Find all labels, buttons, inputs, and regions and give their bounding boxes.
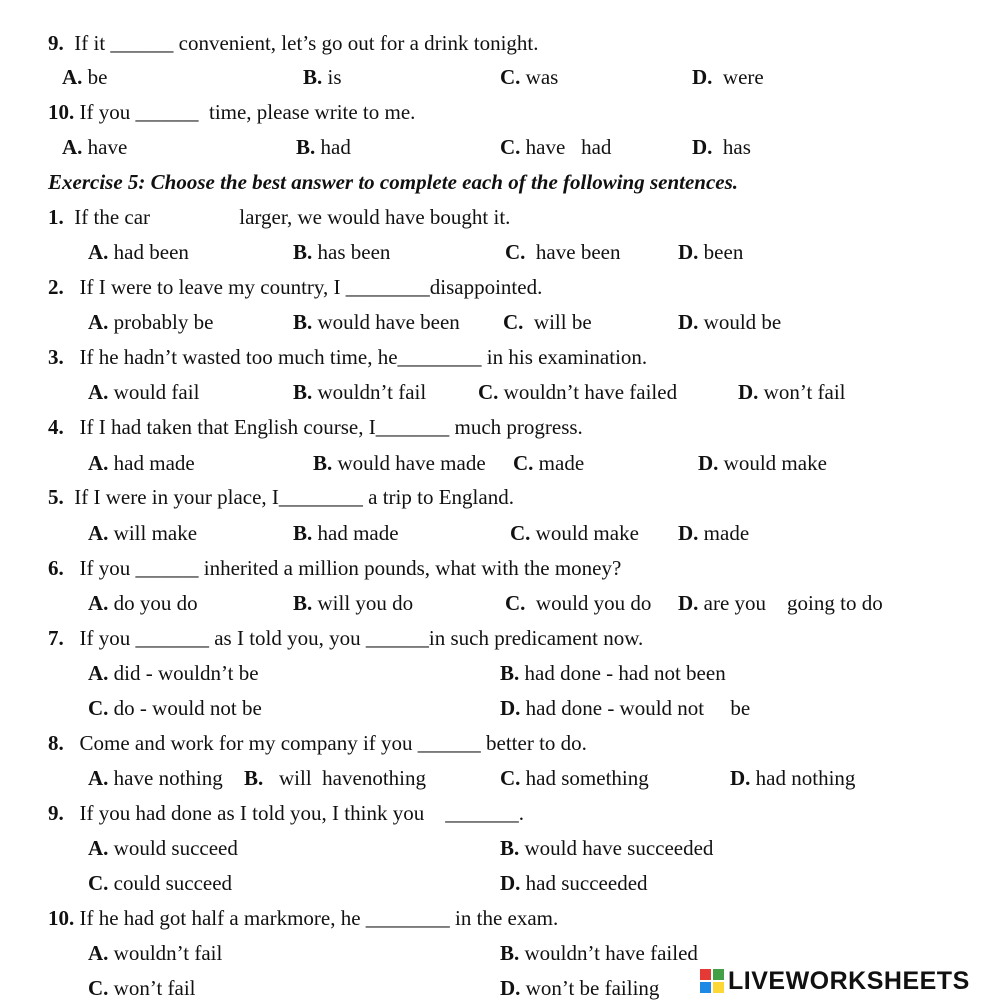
- question-number: 4.: [48, 415, 64, 439]
- option-d[interactable]: D. had done - would not be: [500, 696, 751, 720]
- option-letter: D.: [692, 135, 713, 159]
- option-letter: B.: [244, 766, 264, 790]
- option-letter: C.: [88, 696, 109, 720]
- option-letter: B.: [293, 521, 313, 545]
- option-letter: D.: [692, 65, 713, 89]
- option-letter: D.: [678, 521, 699, 545]
- option-d[interactable]: D. would be: [678, 310, 782, 334]
- option-letter: B.: [293, 591, 313, 615]
- option-d[interactable]: D. were: [692, 65, 764, 89]
- question-4: 4. If I had taken that English course, I_______ much progress.: [48, 415, 583, 439]
- option-c[interactable]: C. have been: [505, 240, 621, 264]
- question-number: 1.: [48, 205, 64, 229]
- option-letter: B.: [313, 451, 333, 475]
- option-letter: B.: [293, 380, 313, 404]
- question-number: 3.: [48, 345, 64, 369]
- option-c[interactable]: C. wouldn’t have failed: [478, 380, 678, 404]
- option-letter: A.: [62, 135, 83, 159]
- option-d[interactable]: D. would make: [698, 451, 827, 475]
- option-letter: D.: [500, 976, 521, 1000]
- exercise-heading: Exercise 5: Choose the best answer to complete each of the following sentences.: [48, 170, 739, 194]
- option-letter: C.: [478, 380, 499, 404]
- question-number: 6.: [48, 556, 64, 580]
- option-letter: A.: [88, 380, 109, 404]
- option-letter: B.: [500, 836, 520, 860]
- option-letter: D.: [678, 591, 699, 615]
- question-9: 9. If you had done as I told you, I think you _______.: [48, 801, 524, 825]
- option-b[interactable]: B. wouldn’t fail: [293, 380, 427, 404]
- option-a[interactable]: A. be: [62, 65, 108, 89]
- option-b[interactable]: B. had: [296, 135, 351, 159]
- option-a[interactable]: A. have: [62, 135, 128, 159]
- question-2: 2. If I were to leave my country, I ________disappointed.: [48, 275, 543, 299]
- option-a[interactable]: A. would fail: [88, 380, 200, 404]
- option-letter: A.: [88, 310, 109, 334]
- option-letter: B.: [303, 65, 323, 89]
- question-number: 10.: [48, 100, 75, 124]
- option-c[interactable]: C. won’t fail: [88, 976, 196, 1000]
- option-a[interactable]: A. did - wouldn’t be: [88, 661, 259, 685]
- option-b[interactable]: B. had done - had not been: [500, 661, 726, 685]
- option-b[interactable]: B. would have succeeded: [500, 836, 714, 860]
- option-d[interactable]: D. are you going to do: [678, 591, 883, 615]
- question-3: 3. If he hadn’t wasted too much time, he________ in his examination.: [48, 345, 648, 369]
- option-letter: A.: [88, 240, 109, 264]
- option-b[interactable]: B. had made: [293, 521, 399, 545]
- option-b[interactable]: B. would have been: [293, 310, 460, 334]
- option-d[interactable]: D. been: [678, 240, 744, 264]
- option-letter: C.: [510, 521, 531, 545]
- option-a[interactable]: A. wouldn’t fail: [88, 941, 223, 965]
- question-number: 8.: [48, 731, 64, 755]
- option-letter: A.: [88, 766, 109, 790]
- option-letter: C.: [505, 591, 526, 615]
- option-letter: B.: [293, 310, 313, 334]
- option-letter: C.: [88, 871, 109, 895]
- option-c[interactable]: C. could succeed: [88, 871, 233, 895]
- option-letter: A.: [88, 451, 109, 475]
- option-b[interactable]: B. would have made: [313, 451, 486, 475]
- question-number: 5.: [48, 485, 64, 509]
- option-a[interactable]: A. do you do: [88, 591, 198, 615]
- option-c[interactable]: C. had something: [500, 766, 649, 790]
- option-a[interactable]: A. have nothing: [88, 766, 223, 790]
- option-d[interactable]: D. made: [678, 521, 750, 545]
- option-letter: A.: [62, 65, 83, 89]
- option-letter: C.: [500, 135, 521, 159]
- option-c[interactable]: C. have had: [500, 135, 612, 159]
- option-letter: D.: [738, 380, 759, 404]
- option-b[interactable]: B. will you do: [293, 591, 414, 615]
- option-letter: A.: [88, 941, 109, 965]
- option-d[interactable]: D. has: [692, 135, 751, 159]
- option-b[interactable]: B. is: [303, 65, 342, 89]
- liveworksheets-logo: [700, 966, 970, 996]
- option-d[interactable]: D. had succeeded: [500, 871, 648, 895]
- option-letter: B.: [500, 941, 520, 965]
- option-c[interactable]: C. was: [500, 65, 559, 89]
- question-9-prev: 9. If it ______ convenient, let’s go out for a drink tonight.: [48, 31, 539, 55]
- option-letter: B.: [293, 240, 313, 264]
- question-number: 9.: [48, 31, 64, 55]
- option-a[interactable]: A. had been: [88, 240, 189, 264]
- option-letter: D.: [730, 766, 751, 790]
- question-5: 5. If I were in your place, I________ a trip to England.: [48, 485, 514, 509]
- option-d[interactable]: D. won’t fail: [738, 380, 846, 404]
- option-b[interactable]: B. wouldn’t have failed: [500, 941, 698, 965]
- question-7: 7. If you _______ as I told you, you ______in such predicament now.: [48, 626, 644, 650]
- option-b[interactable]: B. has been: [293, 240, 391, 264]
- option-letter: C.: [503, 310, 524, 334]
- question-number: 9.: [48, 801, 64, 825]
- option-c[interactable]: C. do - would not be: [88, 696, 262, 720]
- option-c[interactable]: C. would make: [510, 521, 639, 545]
- option-a[interactable]: A. had made: [88, 451, 195, 475]
- option-a[interactable]: A. probably be: [88, 310, 214, 334]
- option-a[interactable]: A. will make: [88, 521, 198, 545]
- option-letter: B.: [296, 135, 316, 159]
- option-letter: B.: [500, 661, 520, 685]
- option-letter: A.: [88, 521, 109, 545]
- option-letter: C.: [500, 766, 521, 790]
- option-letter: C.: [88, 976, 109, 1000]
- option-letter: C.: [505, 240, 526, 264]
- question-1: 1. If the car larger, we would have bought it.: [48, 205, 511, 229]
- question-number: 2.: [48, 275, 64, 299]
- option-letter: C.: [513, 451, 534, 475]
- option-b[interactable]: B. will havenothing: [244, 766, 426, 790]
- question-10: 10. If he had got half a markmore, he ________ in the exam.: [48, 906, 559, 930]
- option-letter: D.: [678, 310, 699, 334]
- option-c[interactable]: C. will be: [503, 310, 592, 334]
- option-letter: D.: [678, 240, 699, 264]
- question-10-prev: 10. If you ______ time, please write to me.: [48, 100, 416, 124]
- question-6: 6. If you ______ inherited a million pounds, what with the money?: [48, 556, 622, 580]
- liveworksheets-logo-icon: [700, 969, 724, 993]
- option-d[interactable]: D. won’t be failing: [500, 976, 660, 1000]
- question-number: 10.: [48, 906, 75, 930]
- question-number: 7.: [48, 626, 64, 650]
- option-letter: D.: [500, 871, 521, 895]
- question-8: 8. Come and work for my company if you ______ better to do.: [48, 731, 587, 755]
- logo-text: LIVEWORKSHEETS: [728, 966, 970, 995]
- option-letter: C.: [500, 65, 521, 89]
- option-letter: A.: [88, 591, 109, 615]
- option-letter: D.: [698, 451, 719, 475]
- option-letter: A.: [88, 836, 109, 860]
- option-d[interactable]: D. had nothing: [730, 766, 856, 790]
- option-c[interactable]: C. would you do: [505, 591, 652, 615]
- option-letter: D.: [500, 696, 521, 720]
- option-a[interactable]: A. would succeed: [88, 836, 238, 860]
- option-letter: A.: [88, 661, 109, 685]
- option-c[interactable]: C. made: [513, 451, 585, 475]
